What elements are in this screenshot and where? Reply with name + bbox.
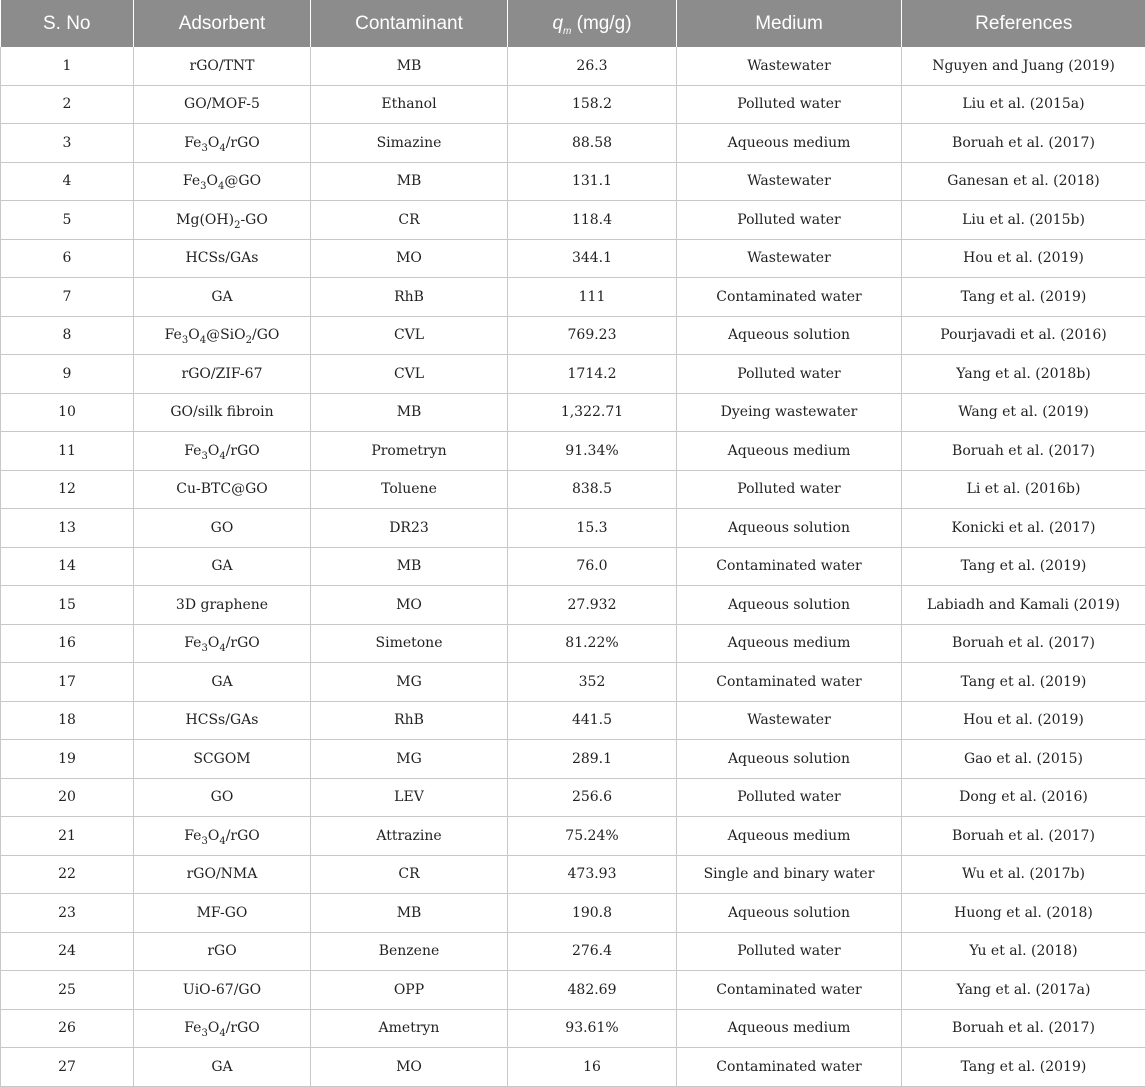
cell-sno: 13 — [1, 509, 134, 548]
cell-adsorbent: rGO/NMA — [134, 855, 311, 894]
cell-reference: Yu et al. (2018) — [902, 932, 1145, 971]
cell-qm: 88.58 — [508, 124, 677, 163]
cell-sno: 25 — [1, 971, 134, 1010]
cell-adsorbent: GA — [134, 278, 311, 317]
cell-medium: Wastewater — [677, 47, 902, 85]
cell-adsorbent: GA — [134, 1048, 311, 1087]
table-row — [1, 316, 1145, 355]
cell-qm: 158.2 — [508, 85, 677, 124]
cell-qm: 15.3 — [508, 509, 677, 548]
cell-sno: 10 — [1, 393, 134, 432]
cell-adsorbent: rGO/ZIF-67 — [134, 355, 311, 394]
cell-sno: 11 — [1, 432, 134, 471]
cell-adsorbent: $Fe_3O_4$/rGO — [134, 124, 311, 163]
cell-medium: Polluted water — [677, 355, 902, 394]
cell-sno: 5 — [1, 201, 134, 240]
cell-medium: Aqueous medium — [677, 432, 902, 471]
cell-sno: 18 — [1, 701, 134, 740]
cell-adsorbent: SCGOM — [134, 740, 311, 779]
qm-subscript: m — [563, 25, 572, 37]
cell-qm: 473.93 — [508, 855, 677, 894]
cell-reference: Wang et al. (2019) — [902, 393, 1145, 432]
table-row — [1, 278, 1145, 317]
cell-medium: Aqueous solution — [677, 316, 902, 355]
cell-qm: 256.6 — [508, 778, 677, 817]
cell-qm: 26.3 — [508, 47, 677, 85]
cell-sno: 21 — [1, 817, 134, 856]
cell-medium: Contaminated water — [677, 547, 902, 586]
cell-adsorbent: GA — [134, 547, 311, 586]
cell-adsorbent: GO — [134, 509, 311, 548]
header-sno: S. No — [1, 0, 134, 47]
table-row — [1, 586, 1145, 625]
cell-sno: 2 — [1, 85, 134, 124]
cell-medium: Wastewater — [677, 162, 902, 201]
cell-sno: 1 — [1, 47, 134, 85]
cell-reference: Boruah et al. (2017) — [902, 624, 1145, 663]
cell-medium: Contaminated water — [677, 971, 902, 1010]
cell-contaminant: MB — [311, 47, 508, 85]
table-row — [1, 355, 1145, 394]
cell-qm: 16 — [508, 1048, 677, 1087]
cell-adsorbent: rGO — [134, 932, 311, 971]
table-row — [1, 855, 1145, 894]
cell-sno: 23 — [1, 894, 134, 933]
cell-adsorbent: $Fe_3O_4@SiO_2/GO$ — [134, 316, 311, 355]
cell-sno: 15 — [1, 586, 134, 625]
table-row — [1, 932, 1145, 971]
cell-reference: Liu et al. (2015b) — [902, 201, 1145, 240]
cell-adsorbent: HCSs/GAs — [134, 239, 311, 278]
cell-qm: 838.5 — [508, 470, 677, 509]
table-row — [1, 432, 1145, 471]
cell-qm: 289.1 — [508, 740, 677, 779]
cell-contaminant: LEV — [311, 778, 508, 817]
header-row — [1, 0, 1145, 47]
cell-adsorbent: $Fe_3O_4$/rGO — [134, 817, 311, 856]
cell-reference: Tang et al. (2019) — [902, 1048, 1145, 1087]
table-row — [1, 740, 1145, 779]
cell-contaminant: CVL — [311, 355, 508, 394]
table-row — [1, 1048, 1145, 1087]
cell-medium: Single and binary water — [677, 855, 902, 894]
cell-sno: 27 — [1, 1048, 134, 1087]
cell-medium: Aqueous solution — [677, 586, 902, 625]
table-row — [1, 509, 1145, 548]
cell-sno: 7 — [1, 278, 134, 317]
cell-medium: Polluted water — [677, 85, 902, 124]
cell-sno: 16 — [1, 624, 134, 663]
table-row — [1, 124, 1145, 163]
cell-medium: Polluted water — [677, 201, 902, 240]
cell-adsorbent: GO/silk fibroin — [134, 393, 311, 432]
cell-reference: Boruah et al. (2017) — [902, 1009, 1145, 1048]
cell-reference: Boruah et al. (2017) — [902, 124, 1145, 163]
cell-medium: Aqueous medium — [677, 817, 902, 856]
cell-qm: 27.932 — [508, 586, 677, 625]
cell-contaminant: RhB — [311, 701, 508, 740]
cell-qm: 769.23 — [508, 316, 677, 355]
cell-medium: Aqueous solution — [677, 509, 902, 548]
cell-adsorbent: $Fe_3O_4$/rGO — [134, 624, 311, 663]
cell-reference: Hou et al. (2019) — [902, 701, 1145, 740]
cell-reference: Tang et al. (2019) — [902, 278, 1145, 317]
cell-qm: 81.22% — [508, 624, 677, 663]
cell-adsorbent: $Fe_3O_4$/rGO — [134, 432, 311, 471]
cell-sno: 12 — [1, 470, 134, 509]
cell-sno: 17 — [1, 663, 134, 702]
cell-contaminant: MB — [311, 894, 508, 933]
cell-qm: 344.1 — [508, 239, 677, 278]
table-row — [1, 817, 1145, 856]
cell-reference: Yang et al. (2017a) — [902, 971, 1145, 1010]
cell-adsorbent: UiO-67/GO — [134, 971, 311, 1010]
cell-reference: Gao et al. (2015) — [902, 740, 1145, 779]
cell-contaminant: Toluene — [311, 470, 508, 509]
cell-qm: 118.4 — [508, 201, 677, 240]
cell-adsorbent: $Mg(OH)_2-GO$ — [134, 201, 311, 240]
cell-adsorbent: GO — [134, 778, 311, 817]
cell-medium: Wastewater — [677, 239, 902, 278]
cell-reference: Boruah et al. (2017) — [902, 817, 1145, 856]
cell-sno: 19 — [1, 740, 134, 779]
cell-contaminant: MB — [311, 547, 508, 586]
cell-reference: Yang et al. (2018b) — [902, 355, 1145, 394]
qm-unit: (mg/g) — [571, 12, 632, 34]
table-row — [1, 47, 1145, 85]
cell-reference: Ganesan et al. (2018) — [902, 162, 1145, 201]
cell-contaminant: Ametryn — [311, 1009, 508, 1048]
cell-qm: 441.5 — [508, 701, 677, 740]
table-row — [1, 201, 1145, 240]
cell-reference: Wu et al. (2017b) — [902, 855, 1145, 894]
cell-sno: 6 — [1, 239, 134, 278]
cell-sno: 8 — [1, 316, 134, 355]
cell-adsorbent: rGO/TNT — [134, 47, 311, 85]
cell-medium: Aqueous medium — [677, 124, 902, 163]
table-row — [1, 971, 1145, 1010]
qm-symbol: q — [552, 12, 564, 34]
cell-contaminant: MO — [311, 1048, 508, 1087]
cell-reference: Konicki et al. (2017) — [902, 509, 1145, 548]
header-adsorbent: Adsorbent — [134, 0, 311, 47]
cell-qm: 482.69 — [508, 971, 677, 1010]
table-row — [1, 85, 1145, 124]
cell-qm: 91.34% — [508, 432, 677, 471]
header-contaminant: Contaminant — [311, 0, 508, 47]
cell-medium: Aqueous solution — [677, 740, 902, 779]
cell-reference: Tang et al. (2019) — [902, 547, 1145, 586]
cell-medium: Aqueous medium — [677, 624, 902, 663]
cell-reference: Nguyen and Juang (2019) — [902, 47, 1145, 85]
cell-sno: 26 — [1, 1009, 134, 1048]
cell-reference: Huong et al. (2018) — [902, 894, 1145, 933]
cell-contaminant: CR — [311, 855, 508, 894]
cell-medium: Contaminated water — [677, 278, 902, 317]
cell-contaminant: Attrazine — [311, 817, 508, 856]
cell-sno: 3 — [1, 124, 134, 163]
cell-reference: Liu et al. (2015a) — [902, 85, 1145, 124]
cell-medium: Contaminated water — [677, 663, 902, 702]
header-medium: Medium — [677, 0, 902, 47]
cell-contaminant: MG — [311, 663, 508, 702]
cell-contaminant: MO — [311, 586, 508, 625]
cell-qm: 1,322.71 — [508, 393, 677, 432]
cell-contaminant: MO — [311, 239, 508, 278]
cell-medium: Aqueous medium — [677, 1009, 902, 1048]
cell-qm: 352 — [508, 663, 677, 702]
cell-contaminant: Ethanol — [311, 85, 508, 124]
cell-medium: Polluted water — [677, 470, 902, 509]
cell-adsorbent: HCSs/GAs — [134, 701, 311, 740]
table-row — [1, 547, 1145, 586]
cell-contaminant: OPP — [311, 971, 508, 1010]
table-row — [1, 239, 1145, 278]
cell-sno: 20 — [1, 778, 134, 817]
table-row — [1, 393, 1145, 432]
cell-sno: 9 — [1, 355, 134, 394]
cell-adsorbent: MF-GO — [134, 894, 311, 933]
cell-sno: 24 — [1, 932, 134, 971]
cell-reference: Hou et al. (2019) — [902, 239, 1145, 278]
cell-adsorbent: 3D graphene — [134, 586, 311, 625]
table-row — [1, 1009, 1145, 1048]
cell-medium: Polluted water — [677, 932, 902, 971]
table-row — [1, 701, 1145, 740]
cell-qm: 111 — [508, 278, 677, 317]
cell-sno: 22 — [1, 855, 134, 894]
cell-adsorbent: $Fe_3O_4$/rGO — [134, 1009, 311, 1048]
header-qm — [508, 0, 677, 47]
cell-reference: Li et al. (2016b) — [902, 470, 1145, 509]
cell-contaminant: CR — [311, 201, 508, 240]
table-row — [1, 778, 1145, 817]
cell-sno: 4 — [1, 162, 134, 201]
cell-adsorbent: GO/MOF-5 — [134, 85, 311, 124]
cell-reference: Boruah et al. (2017) — [902, 432, 1145, 471]
cell-medium: Aqueous solution — [677, 894, 902, 933]
cell-reference: Pourjavadi et al. (2016) — [902, 316, 1145, 355]
table-row — [1, 162, 1145, 201]
cell-contaminant: Simetone — [311, 624, 508, 663]
cell-contaminant: DR23 — [311, 509, 508, 548]
cell-medium: Wastewater — [677, 701, 902, 740]
cell-medium: Contaminated water — [677, 1048, 902, 1087]
cell-contaminant: MG — [311, 740, 508, 779]
cell-reference: Dong et al. (2016) — [902, 778, 1145, 817]
cell-adsorbent: Cu-BTC@GO — [134, 470, 311, 509]
cell-qm: 276.4 — [508, 932, 677, 971]
table-row — [1, 624, 1145, 663]
cell-contaminant: MB — [311, 393, 508, 432]
cell-qm: 93.61% — [508, 1009, 677, 1048]
cell-adsorbent: $Fe_3O_4@GO$ — [134, 162, 311, 201]
table-row — [1, 663, 1145, 702]
table-row — [1, 470, 1145, 509]
cell-contaminant: CVL — [311, 316, 508, 355]
cell-reference: Labiadh and Kamali (2019) — [902, 586, 1145, 625]
cell-medium: Dyeing wastewater — [677, 393, 902, 432]
cell-qm: 75.24% — [508, 817, 677, 856]
table-body — [1, 47, 1145, 1086]
cell-sno: 14 — [1, 547, 134, 586]
cell-qm: 76.0 — [508, 547, 677, 586]
cell-contaminant: Simazine — [311, 124, 508, 163]
cell-contaminant: Prometryn — [311, 432, 508, 471]
cell-qm: 190.8 — [508, 894, 677, 933]
cell-reference: Tang et al. (2019) — [902, 663, 1145, 702]
cell-contaminant: RhB — [311, 278, 508, 317]
cell-qm: 1714.2 — [508, 355, 677, 394]
cell-adsorbent: GA — [134, 663, 311, 702]
cell-medium: Polluted water — [677, 778, 902, 817]
cell-contaminant: Benzene — [311, 932, 508, 971]
cell-qm: 131.1 — [508, 162, 677, 201]
header-references: References — [902, 0, 1145, 47]
cell-contaminant: MB — [311, 162, 508, 201]
table-row — [1, 894, 1145, 933]
